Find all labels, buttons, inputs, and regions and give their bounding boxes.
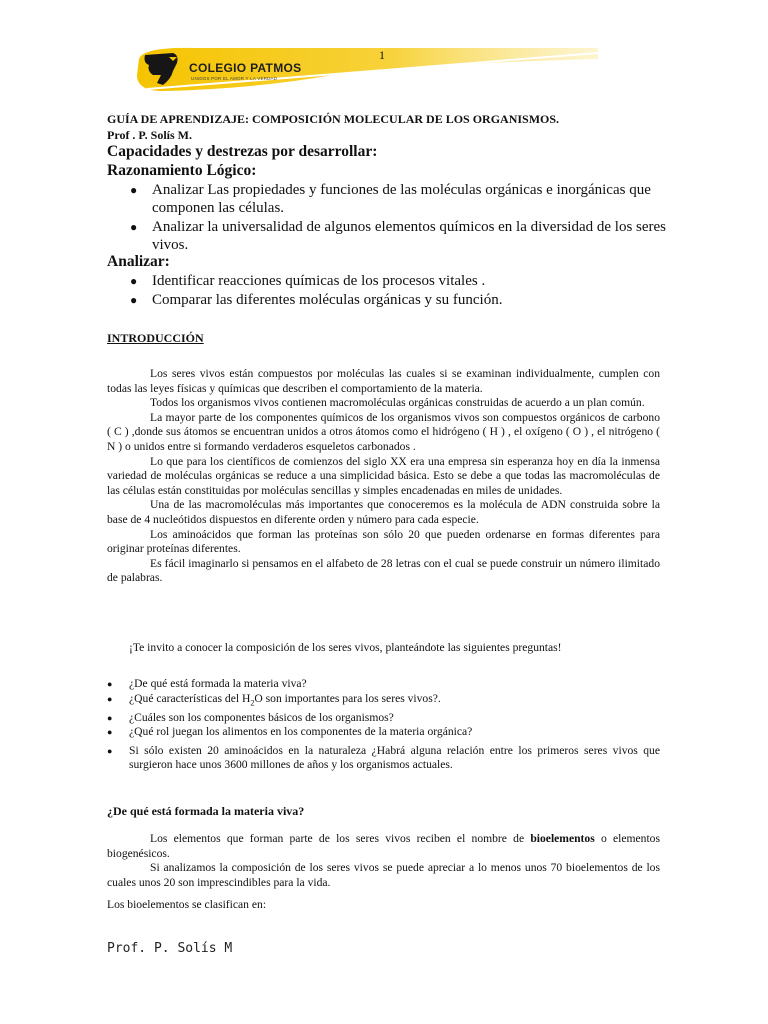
logical-reasoning-list: [107, 181, 667, 255]
bullet-icon: ●: [130, 293, 138, 307]
analyze-heading: Analizar:: [107, 253, 170, 270]
logo-tagline: UNIDOS POR EL AMOR Y LA VERDAD: [191, 76, 278, 81]
bio-paragraph: Los bioelementos se clasifican en:: [107, 898, 267, 912]
intro-paragraph: Es fácil imaginarlo si pensamos en el alfabeto de 28 letras con el cual se puede construir un número ilimitado de palabras.: [107, 556, 660, 585]
list-item: ● Analizar la universalidad de algunos elementos químicos en la diversidad de los seres vivos.: [130, 219, 667, 253]
introduction-body: [107, 367, 660, 586]
list-item: ● Comparar las diferentes moléculas orgánicas y su función.: [130, 292, 503, 308]
intro-paragraph: La mayor parte de los componentes químicos de los organismos vivos son compuestos orgánicos de carbono ( C ) ,donde sus átomos se encuentran unidos a otros átomos como el hidrógeno ( H ) , el oxígeno ( O ) , el nitrógeno ( N ) o unidos entre si formando verdaderos esqueletos carbonados .: [107, 410, 660, 453]
capacities-heading: Capacidades y destrezas por desarrollar:: [107, 143, 378, 160]
logo-school-name: COLEGIO PATMOS: [189, 61, 302, 75]
bullet-icon: ●: [130, 274, 138, 288]
bullet-icon: ●: [107, 745, 113, 756]
question-item: ● ¿Qué características del $H_2O$ son importantes para los seres vivos?.: [107, 691, 441, 707]
intro-paragraph: Una de las macromoléculas más importantes que conoceremos es la molécula de ADN construida sobre la base de 4 nucleótidos dispuestos en diferente orden y número para cada especie.: [107, 498, 660, 526]
intro-paragraph: Lo que para los científicos de comienzos del siglo XX era una empresa sin esperanza hoy en día la inmensa variedad de moléculas orgánicas se reduce a una simplicidad básica. Esto se debe a que todas las macromoléculas de las células están constituidas por moléculas sencillas y simples encadenadas en miles de unidades.: [107, 454, 660, 497]
bio-paragraph: Si analizamos la composición de los seres vivos se puede apreciar a lo menos unos 70 bioelementos de los cuales unos 20 son imprescindibles para la vida.: [107, 861, 660, 889]
question-item: ● Si sólo existen 20 aminoácidos en la naturaleza ¿Habrá alguna relación entre los primeros seres vivos que surgieron hace unos 3600 millones de años y los organismos actuales.: [107, 743, 660, 772]
intro-paragraph: Los aminoácidos que forman las proteínas son sólo 20 que pueden ordenarse en formas diferentes para originar proteínas diferentes.: [107, 527, 660, 556]
header-logo-band: [133, 45, 598, 93]
list-item: ● Identificar reacciones químicas de los procesos vitales .: [130, 273, 486, 289]
analyze-list: [107, 272, 667, 310]
bullet-icon: ●: [107, 712, 113, 723]
bioelements-body: [107, 832, 660, 913]
page-number: 1: [379, 48, 385, 62]
bullet-icon: ●: [107, 727, 113, 738]
list-item: ● Analizar Las propiedades y funciones de las moléculas orgánicas e inorgánicas que componen las células.: [130, 182, 651, 216]
intro-paragraph: Todos los organismos vivos contienen macromoléculas orgánicas construidas de acuerdo a un plan común.: [150, 396, 645, 410]
section-heading: ¿De qué está formada la materia viva?: [107, 804, 305, 818]
questions-list: [107, 677, 660, 773]
footer-author: Prof. P. Solís M: [107, 941, 233, 956]
introduction-heading: INTRODUCCIÓN: [107, 331, 204, 345]
intro-paragraph: Los seres vivos están compuestos por moléculas las cuales si se examinan individualmente, cumplen con todas las leyes físicas y químicas que describen el comportamiento de la materia.: [107, 367, 660, 395]
professor-line: Prof . P. Solís M.: [107, 128, 193, 142]
invite-line: ¡Te invito a conocer la composición de los seres vivos, planteándote las siguientes preguntas!: [129, 641, 562, 654]
bullet-icon: ●: [107, 679, 113, 689]
document-title: GUÍA DE APRENDIZAJE: COMPOSICIÓN MOLECULAR DE LOS ORGANISMOS.: [107, 112, 560, 126]
question-item: ● ¿De qué está formada la materia viva?: [107, 677, 307, 690]
bullet-icon: ●: [130, 220, 138, 234]
logical-reasoning-heading: Razonamiento Lógico:: [107, 162, 257, 179]
question-item: ● ¿Cuáles son los componentes básicos de los organismos?: [107, 710, 394, 724]
bio-paragraph: Los elementos que forman parte de los seres vivos reciben el nombre de bioelementos o elementos biogenésicos.: [107, 832, 660, 860]
question-item: ● ¿Qué rol juegan los alimentos en los componentes de la materia orgánica?: [107, 725, 473, 739]
bullet-icon: ●: [130, 183, 138, 197]
bullet-icon: ●: [107, 693, 113, 704]
